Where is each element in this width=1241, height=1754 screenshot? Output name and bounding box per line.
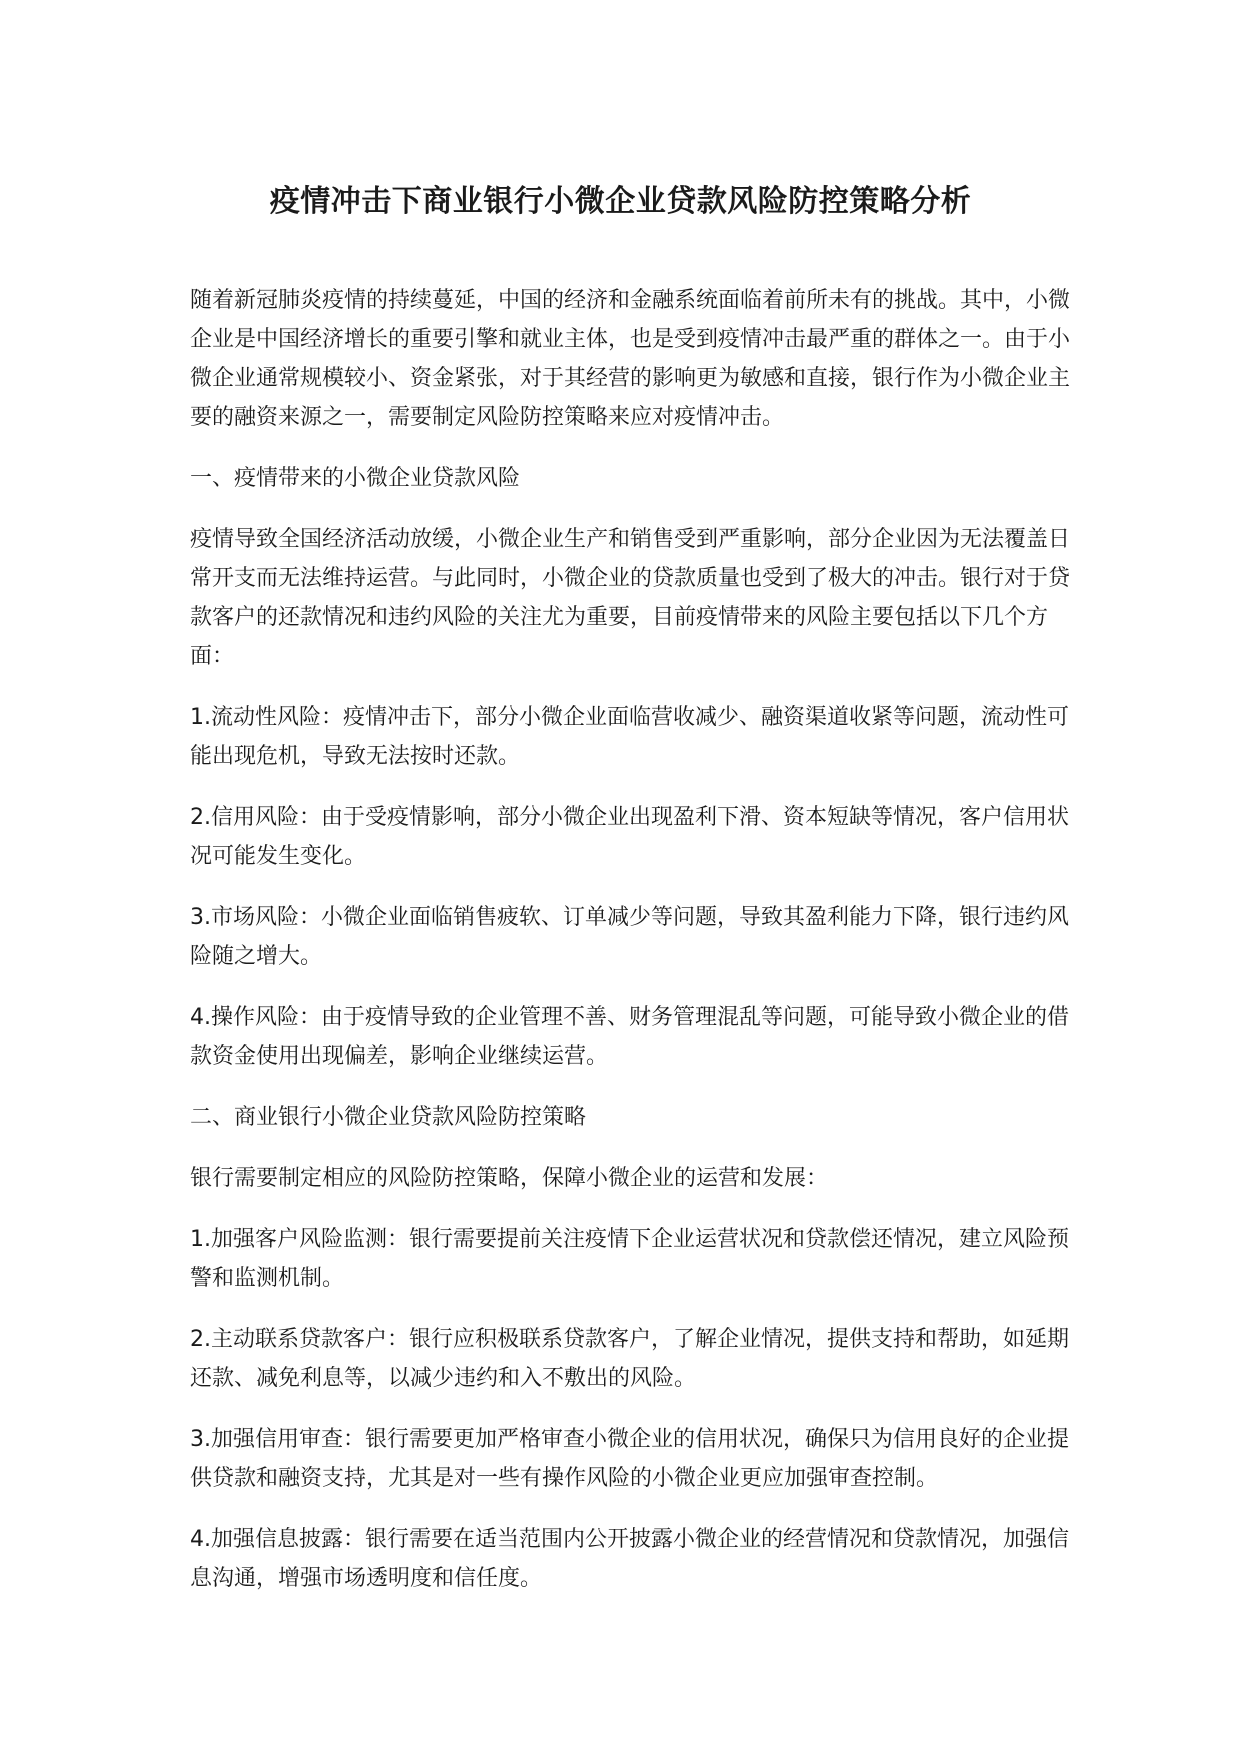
risk-item-credit: 2.信用风险：由于受疫情影响，部分小微企业出现盈利下滑、资本短缺等情况，客户信用状况可能发生变化。 (190, 805, 1069, 869)
strategy-item-monitoring: 1.加强客户风险监测：银行需要提前关注疫情下企业运营状况和贷款偿还情况，建立风险预警和监测机制。 (190, 1227, 1069, 1291)
risk-item-operation: 4.操作风险：由于疫情导致的企业管理不善、财务管理混乱等问题，可能导致小微企业的借款资金使用出现偏差，影响企业继续运营。 (190, 1005, 1069, 1069)
document-body (190, 281, 1080, 1598)
section-2-paragraph: 银行需要制定相应的风险防控策略，保障小微企业的运营和发展： (190, 1166, 829, 1191)
strategy-item-contact: 2.主动联系贷款客户：银行应积极联系贷款客户，了解企业情况，提供支持和帮助，如延期还款、减免利息等，以减少违约和入不敷出的风险。 (190, 1327, 1069, 1391)
section-1-paragraph: 疫情导致全国经济活动放缓，小微企业生产和销售受到严重影响，部分企业因为无法覆盖日常开支而无法维持运营。与此同时，小微企业的贷款质量也受到了极大的冲击。银行对于贷款客户的还款情况和违约风险的关注尤为重要，目前疫情带来的风险主要包括以下几个方面： (190, 527, 1071, 669)
risk-item-liquidity: 1.流动性风险：疫情冲击下，部分小微企业面临营收减少、融资渠道收紧等问题，流动性可能出现危机，导致无法按时还款。 (190, 705, 1069, 769)
strategy-item-disclosure: 4.加强信息披露：银行需要在适当范围内公开披露小微企业的经营情况和贷款情况，加强信息沟通，增强市场透明度和信任度。 (190, 1527, 1069, 1591)
risk-item-market: 3.市场风险：小微企业面临销售疲软、订单减少等问题，导致其盈利能力下降，银行违约风险随之增大。 (190, 905, 1069, 969)
intro-paragraph: 随着新冠肺炎疫情的持续蔓延，中国的经济和金融系统面临着前所未有的挑战。其中，小微企业是中国经济增长的重要引擎和就业主体，也是受到疫情冲击最严重的群体之一。由于小微企业通常规模较小、资金紧张，对于其经营的影响更为敏感和直接，银行作为小微企业主要的融资来源之一，需要制定风险防控策略来应对疫情冲击。 (190, 288, 1071, 430)
document-title: 疫情冲击下商业银行小微企业贷款风险防控策略分析 (269, 184, 972, 219)
strategy-item-credit-review: 3.加强信用审查：银行需要更加严格审查小微企业的信用状况，确保只为信用良好的企业提供贷款和融资支持，尤其是对一些有操作风险的小微企业更应加强审查控制。 (190, 1427, 1069, 1491)
section-heading-1: 一、疫情带来的小微企业贷款风险 (190, 466, 521, 491)
section-heading-2: 二、商业银行小微企业贷款风险防控策略 (190, 1105, 587, 1130)
